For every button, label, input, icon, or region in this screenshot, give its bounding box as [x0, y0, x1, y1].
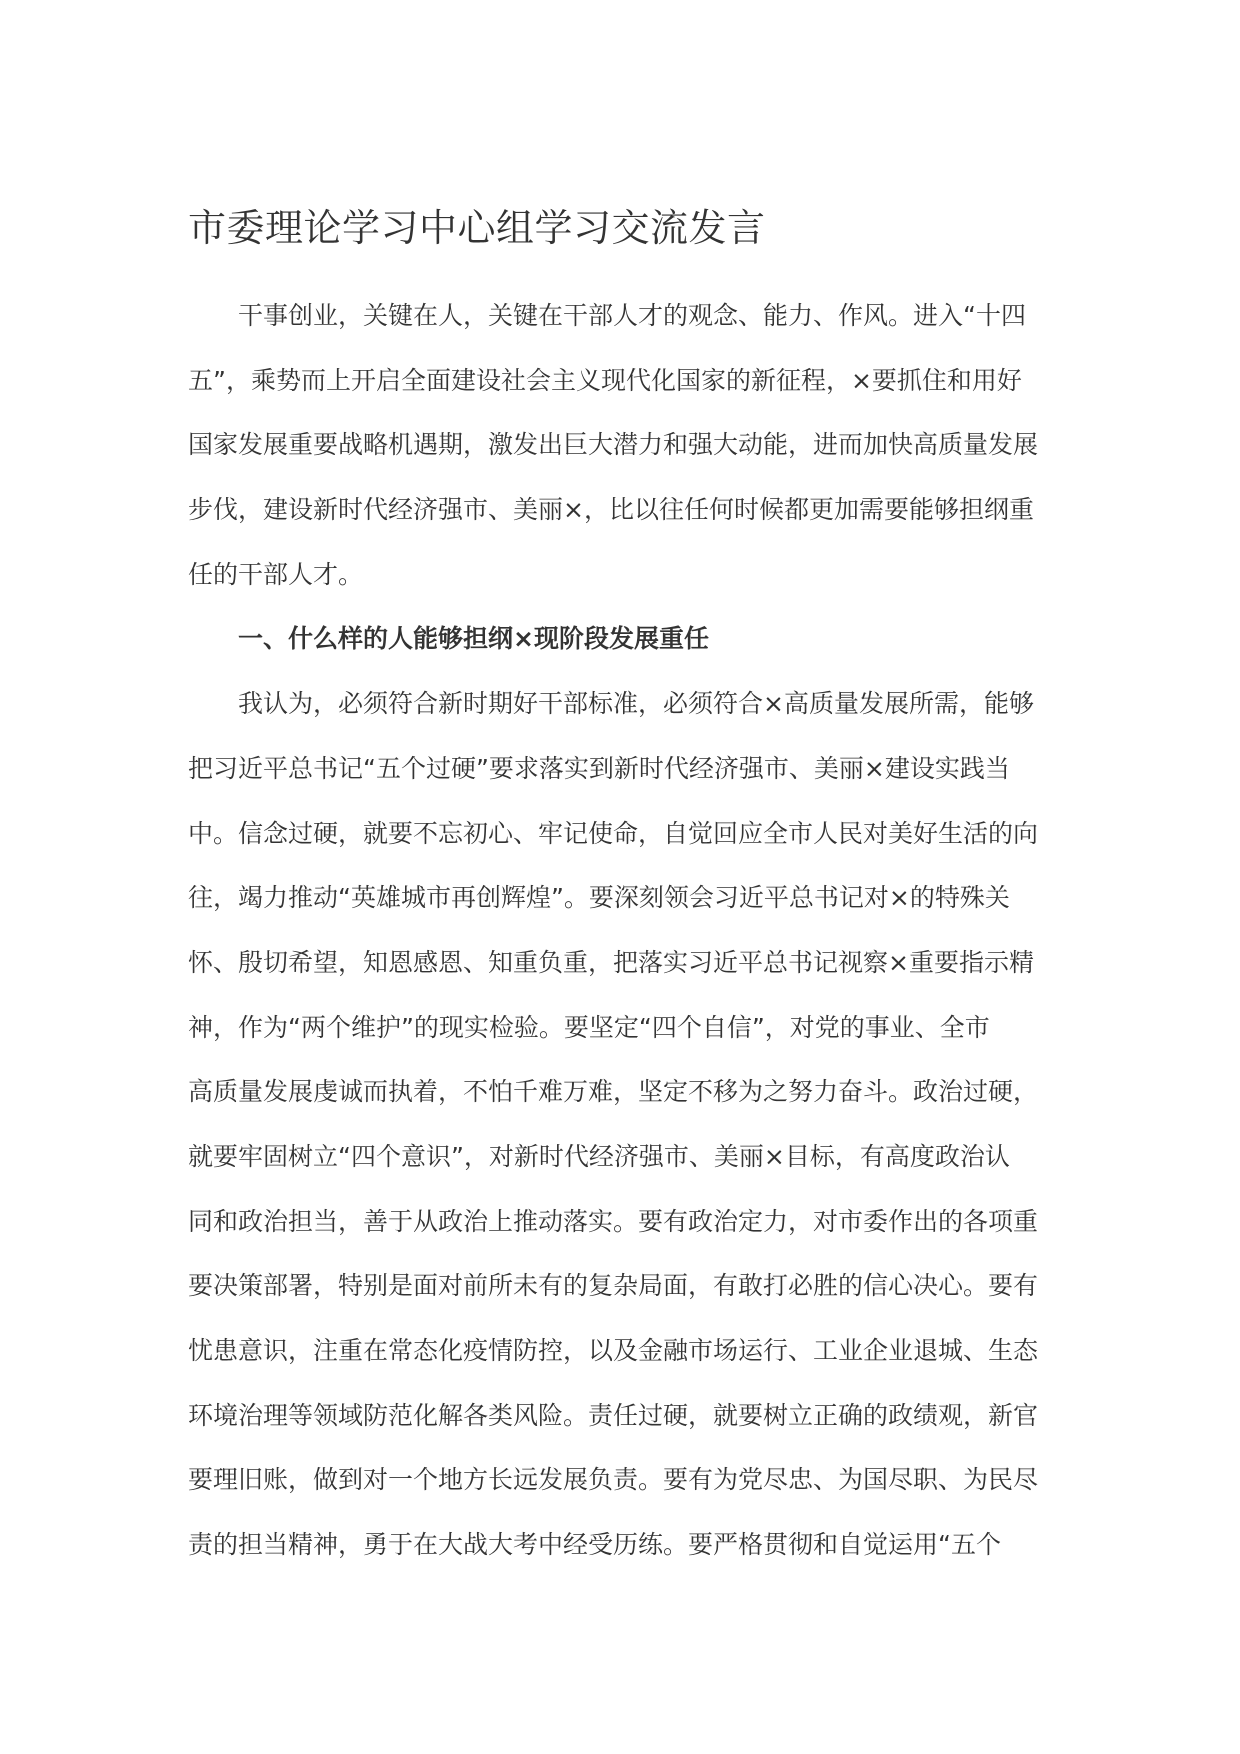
paragraph-line: 要决策部署，特别是面对前所未有的复杂局面，有敢打必胜的信心决心。要有: [188, 1271, 1039, 1301]
paragraph-line: 责的担当精神，勇于在大战大考中经受历练。要严格贯彻和自觉运用“五个: [188, 1530, 1001, 1560]
paragraph-line: 高质量发展虔诚而执着，不怕千难万难，坚定不移为之努力奋斗。政治过硬，: [188, 1077, 1039, 1107]
paragraph-line: 五”，乘势而上开启全面建设社会主义现代化国家的新征程，×要抓住和用好: [188, 365, 1022, 395]
section-heading-line: 一、什么样的人能够担纲×现阶段发展重任: [238, 624, 709, 654]
paragraph-line: 同和政治担当，善于从政治上推动落实。要有政治定力，对市委作出的各项重: [188, 1206, 1039, 1236]
paragraph-line: 干事创业，关键在人，关键在干部人才的观念、能力、作风。进入“十四: [238, 301, 1026, 330]
paragraph-line: 环境治理等领域防范化解各类风险。责任过硬，就要树立正确的政绩观，新官: [188, 1400, 1039, 1430]
paragraph-line: 怀、殷切希望，知恩感恩、知重负重，把落实习近平总书记视察×重要指示精: [188, 947, 1034, 977]
paragraph-line: 把习近平总书记“五个过硬”要求落实到新时代经济强市、美丽×建设实践当: [188, 753, 1010, 783]
paragraph-line: 往，竭力推动“英雄城市再创辉煌”。要深刻领会习近平总书记对×的特殊关: [188, 883, 1010, 913]
paragraph-line: 就要牢固树立“四个意识”，对新时代经济强市、美丽×目标，有高度政治认: [188, 1141, 1010, 1171]
paragraph-line: 中。信念过硬，就要不忘初心、牢记使命，自觉回应全市人民对美好生活的向: [188, 818, 1039, 848]
document-title: 市委理论学习中心组学习交流发言: [188, 206, 766, 250]
paragraph-line: 任的干部人才。: [188, 559, 364, 589]
paragraph-line: 忧患意识，注重在常态化疫情防控，以及金融市场运行、工业企业退城、生态: [188, 1336, 1039, 1365]
document-body: [188, 284, 1056, 1578]
paragraph-line: 国家发展重要战略机遇期，激发出巨大潜力和强大动能，进而加快高质量发展: [188, 430, 1039, 460]
paragraph-line: 我认为，必须符合新时期好干部标准，必须符合×高质量发展所需，能够: [238, 689, 1034, 719]
paragraph-line: 神，作为“两个维护”的现实检验。要坚定“四个自信”，对党的事业、全市: [188, 1012, 990, 1042]
paragraph-line: 步伐，建设新时代经济强市、美丽×，比以往任何时候都更加需要能够担纲重: [188, 495, 1034, 525]
document-content: [188, 196, 1056, 1578]
paragraph-line: 要理旧账，做到对一个地方长远发展负责。要有为党尽忠、为国尽职、为民尽: [188, 1465, 1039, 1495]
